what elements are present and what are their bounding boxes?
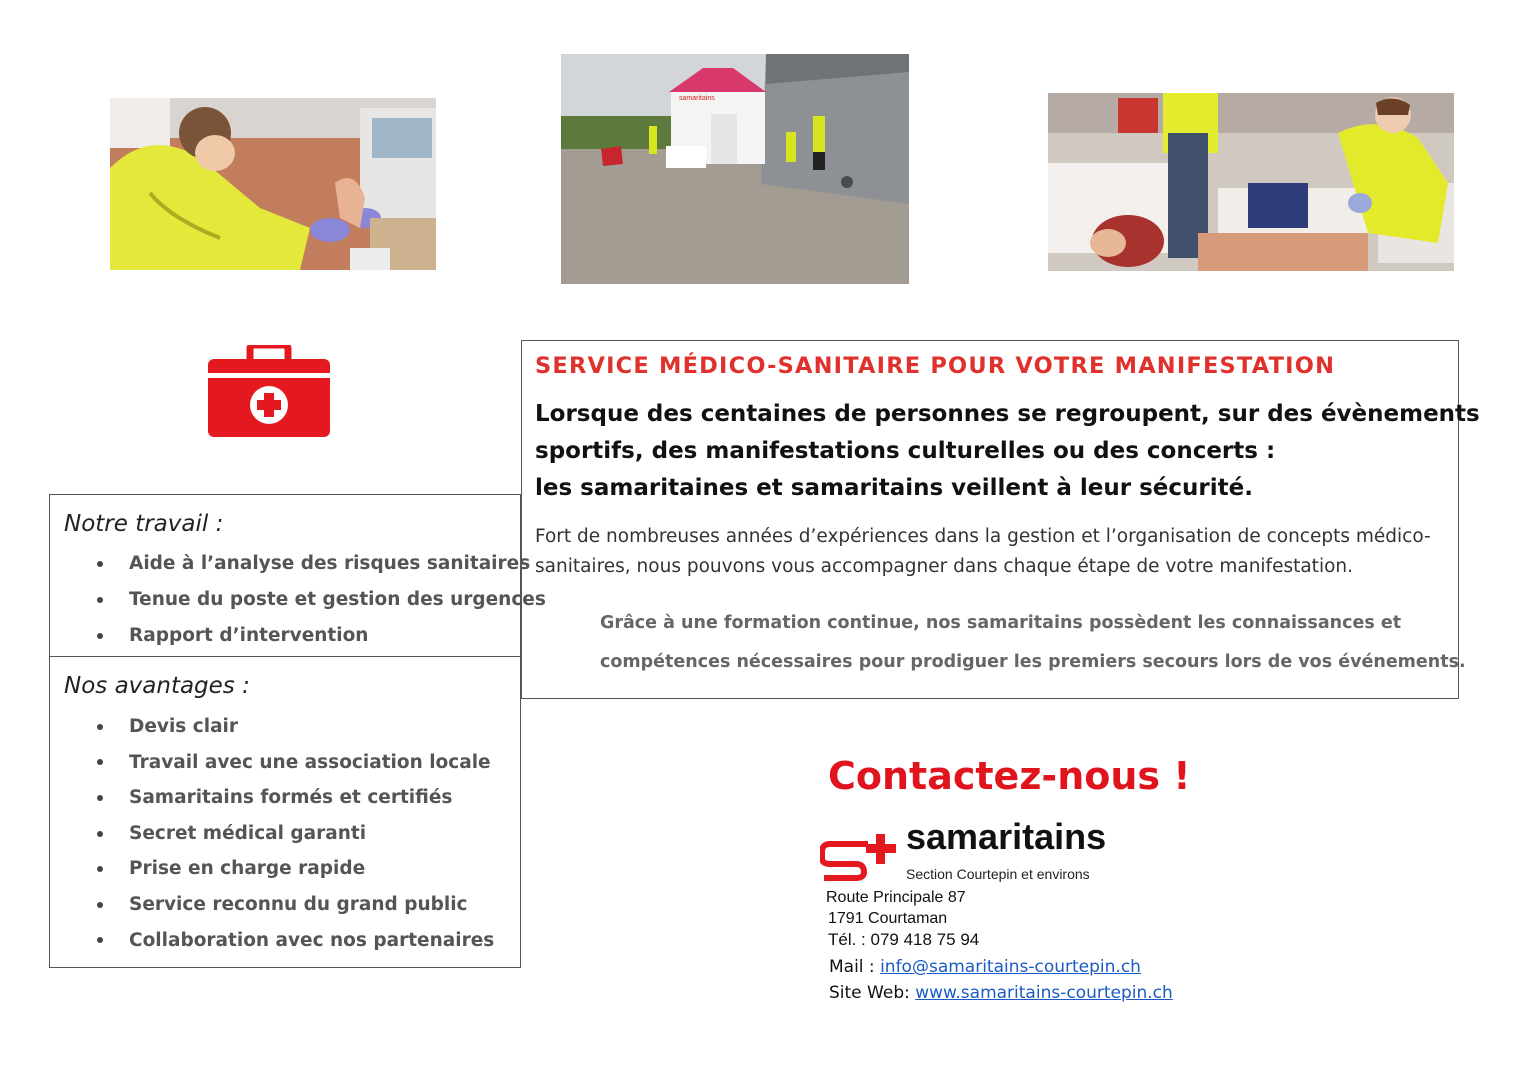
logo-subtitle: Section Courtepin et environs xyxy=(906,866,1090,882)
avantages-item: Prise en charge rapide xyxy=(94,851,494,887)
service-body-line: Fort de nombreuses années d’expériences dans la gestion et l’organisation de concepts médico- xyxy=(535,526,1431,547)
phone-number: Tél. : 079 418 75 94 xyxy=(828,930,980,949)
travail-item: Aide à l’analyse des risques sanitaires xyxy=(94,546,546,582)
mail-label: Mail : xyxy=(829,957,875,977)
avantages-item: Travail avec une association locale xyxy=(94,745,494,781)
contact-heading: Contactez-nous ! xyxy=(828,754,1191,798)
travail-title: Notre travail : xyxy=(64,511,224,537)
avantages-title: Nos avantages : xyxy=(64,673,250,699)
travail-item: Tenue du poste et gestion des urgences xyxy=(94,582,546,618)
first-aid-kit-icon xyxy=(208,345,330,437)
avantages-item: Collaboration avec nos partenaires xyxy=(94,923,494,959)
avantages-box xyxy=(49,656,521,968)
service-note-line: compétences nécessaires pour prodiguer les premiers secours lors de vos événements. xyxy=(600,652,1466,672)
travail-box xyxy=(49,494,546,657)
avantages-item: Secret médical garanti xyxy=(94,816,494,852)
address-street: Route Principale 87 xyxy=(826,889,966,906)
mail-line xyxy=(829,957,1141,977)
service-note-line: Grâce à une formation continue, nos samaritains possèdent les connaissances et xyxy=(600,613,1402,633)
avantages-item: Devis clair xyxy=(94,709,494,745)
service-headline-line: les samaritaines et samaritains veillent à leur sécurité. xyxy=(535,475,1253,501)
website-label: Site Web: xyxy=(829,983,910,1003)
photo-first-aid-tent xyxy=(561,54,909,284)
service-headline-line: Lorsque des centaines de personnes se regroupent, sur des évènements xyxy=(535,401,1480,427)
photo-samaritans-caring-patient xyxy=(1048,93,1454,271)
travail-list xyxy=(94,546,546,654)
samaritains-logo xyxy=(820,816,1140,884)
logo-name: samaritains xyxy=(906,816,1107,857)
tent-banner-text: samaritains xyxy=(679,95,715,102)
avantages-item: Service reconnu du grand public xyxy=(94,887,494,923)
service-body-line: sanitaires, nous pouvons vous accompagner dans chaque étape de votre manifestation. xyxy=(535,556,1354,577)
website-line xyxy=(829,983,1173,1003)
avantages-list xyxy=(94,709,494,958)
travail-item: Rapport d’intervention xyxy=(94,618,546,654)
service-headline-line: sportifs, des manifestations culturelles ou des concerts : xyxy=(535,438,1276,464)
website-link[interactable]: www.samaritains-courtepin.ch xyxy=(915,983,1173,1003)
mail-link[interactable]: info@samaritains-courtepin.ch xyxy=(880,957,1141,977)
avantages-item: Samaritains formés et certifiés xyxy=(94,780,494,816)
service-title: SERVICE MÉDICO-SANITAIRE POUR VOTRE MANIFESTATION xyxy=(535,353,1336,379)
photo-samaritan-treating-foot xyxy=(110,98,436,270)
address-city: 1791 Courtaman xyxy=(828,910,948,927)
samaritains-logo-icon xyxy=(820,822,906,884)
service-box xyxy=(521,340,1480,699)
